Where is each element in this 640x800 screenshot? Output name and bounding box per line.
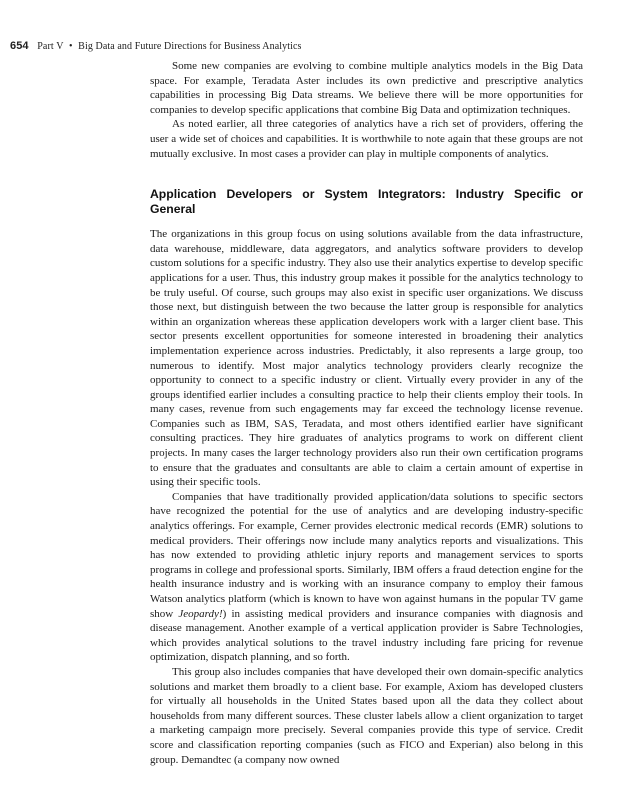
paragraph: As noted earlier, all three categories of analytics have a rich set of providers, offering the user a wide set of choices and capabilities. It is worthwhile to note again that these groups are not mutually exclusive. In most cases a provider can play in multiple components of analytics. — [150, 118, 583, 160]
paragraph: This group also includes companies that have developed their own domain-specific analytics solutions and market them broadly to a client base. For example, Axiom has developed clusters for virtually all households in the United States based upon all the data they collect about households from many different sources. These cluster labels allow a client organization to target a marketing campaign more precisely. Several companies provide this type of service. Credit score and classification reporting companies (such as FICO and Experian) also belong in this group. Demandtec (a company now owned — [150, 665, 583, 766]
paragraph-text: Companies that have traditionally provided application/data solutions to specific sectors have recognized the potential for the use of analytics and are developing industry-specific analytics offerings. For example, Cerner provides electronic medical records (EMR) solutions to medical providers. Their offerings now include many analytics reports and visualizations. This has now extended to providing athletic injury reports and management services to sports programs in college and professional sports. Similarly, IBM offers a fraud detection engine for the health insurance industry and is working with an insurance company to employ their famous Watson analytics platform (which is known to have won against humans in the popular TV game show — [150, 490, 583, 620]
body-text — [150, 59, 583, 767]
header-separator: • — [68, 41, 73, 52]
section-heading: Application Developers or System Integrators: Industry Specific or General — [150, 187, 583, 217]
paragraph-text: ) in assisting medical providers and insurance companies with diagnosis and disease management. Another example of a vertical application provider is Sabre Technologies, which provides analytical solutions to the travel industry including fare pricing for revenue optimization, dispatch planning, and so forth. — [150, 607, 583, 664]
part-label: Part V — [37, 41, 64, 52]
running-head — [10, 40, 302, 52]
paragraph: The organizations in this group focus on using solutions available from the data infrastructure, data warehouse, middleware, data aggregators, and analytics software providers to develop custom solutions for a specific industry. They also use their analytics expertise to develop specific applications for a user. Thus, this industry group makes it possible for the analytics technology to be truly useful. Of course, such groups may also exist in specific user organizations. We discuss those next, but distinguish between the two because the latter group is responsible for analytics within an organization whereas these application developers work with a larger client base. This sector presents excellent opportunities for someone interested in broadening their analytics implementation experience across industries. Predictably, it also represents a large group, too numerous to identify. Most major analytics technology providers clearly recognize the opportunity to connect to a specific industry or client. Virtually every provider in any of the groups identified earlier includes a consulting practice to help their clients employ their tools. In many cases, revenue from such engagements may far exceed the technology license revenue. Companies such as IBM, SAS, Teradata, and most others identified earlier have significant consulting practices. They hire graduates of analytics programs to work on different client projects. In many cases the larger technology providers also run their own certification programs to ensure that the graduates and consultants are able to claim a certain amount of expertise in using their specific tools. — [150, 228, 583, 489]
page-number: 654 — [10, 40, 29, 52]
paragraph — [150, 490, 583, 665]
tv-show-title: Jeopardy! — [178, 607, 223, 620]
paragraph: Some new companies are evolving to combine multiple analytics models in the Big Data space. For example, Teradata Aster includes its own predictive and prescriptive analytics capabilities in processing Big Data streams. We believe there will be more opportunities for companies to develop specific applications that combine Big Data and optimization techniques. — [150, 60, 583, 116]
book-title: Big Data and Future Directions for Business Analytics — [78, 41, 302, 52]
